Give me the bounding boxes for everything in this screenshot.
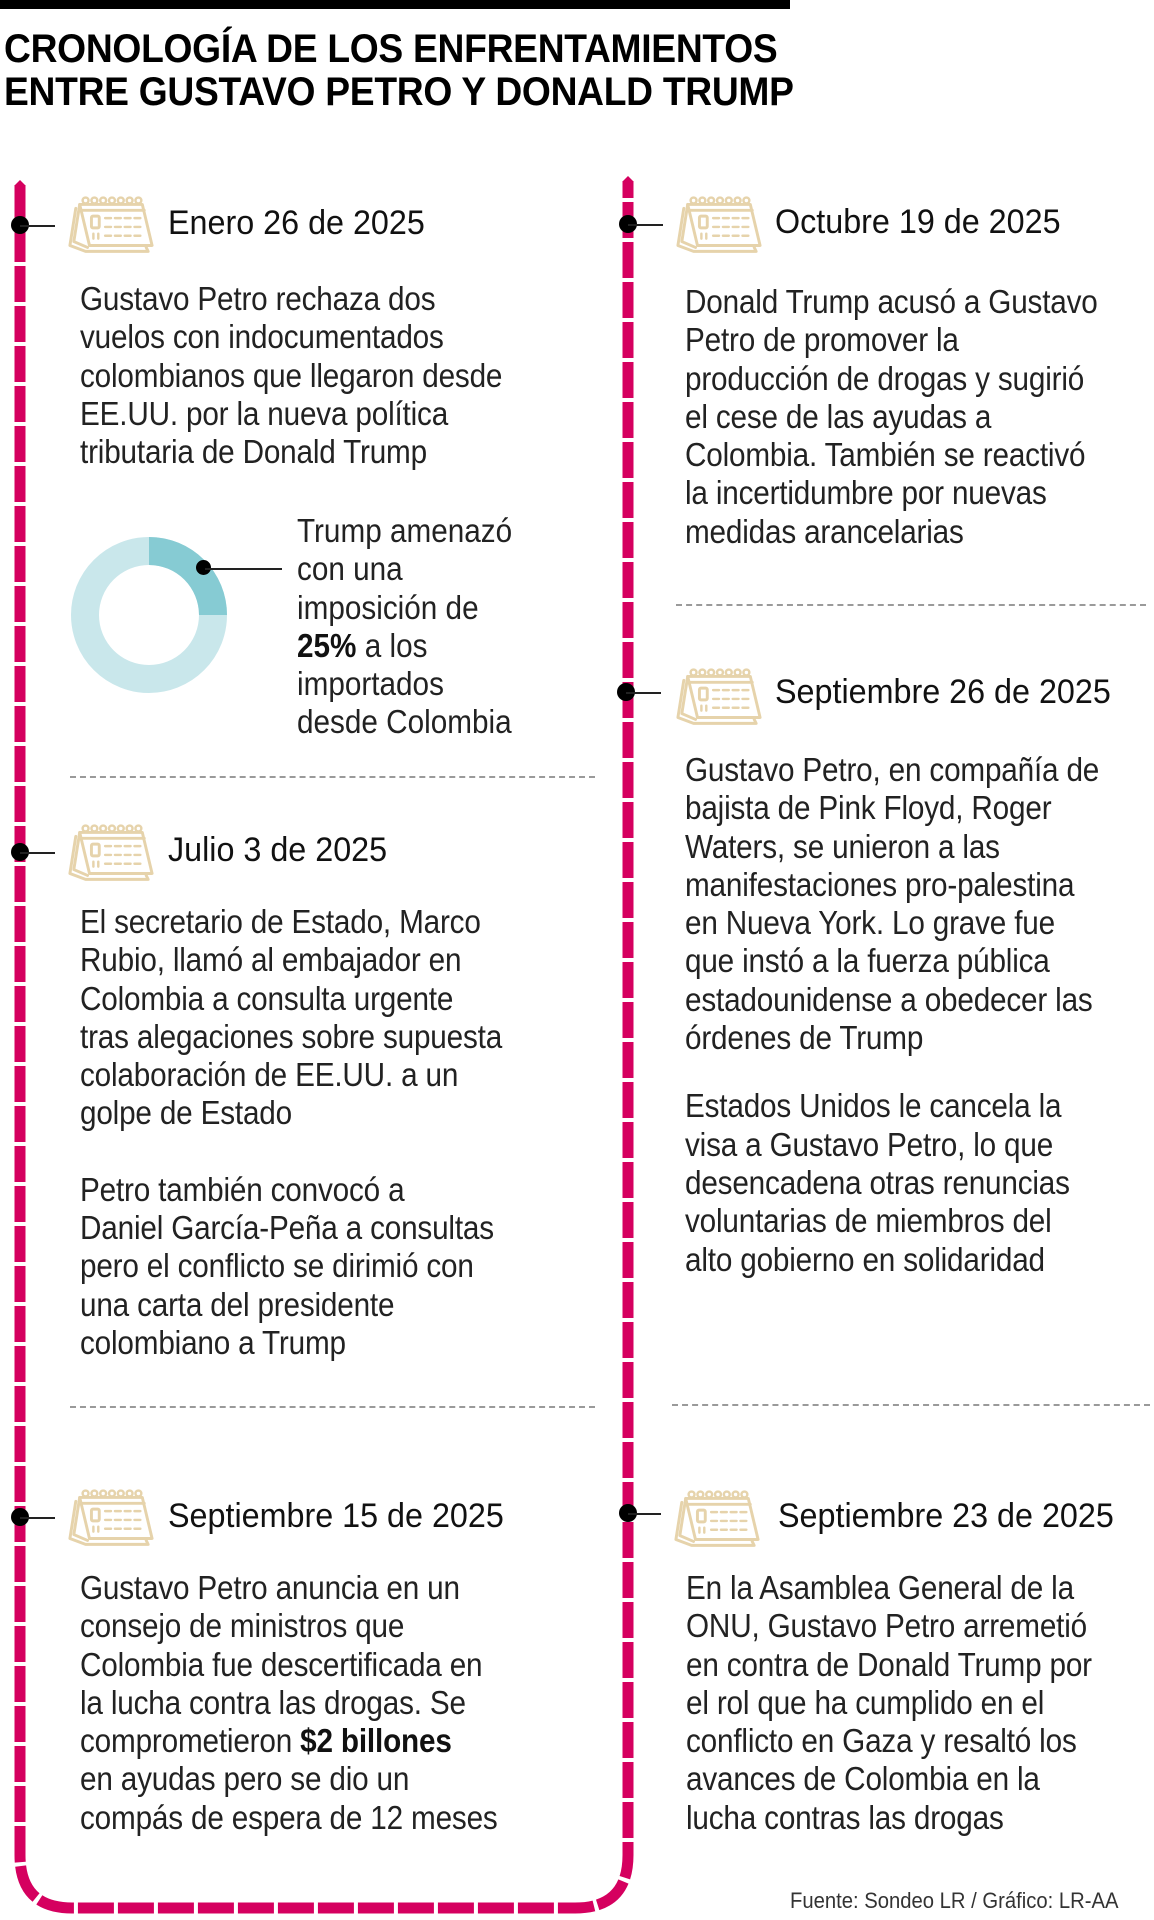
text-fragment: a los	[356, 626, 428, 664]
section-divider	[70, 1406, 595, 1408]
event-date: Enero 26 de 2025	[168, 204, 425, 242]
text-line	[297, 627, 512, 665]
event-description	[80, 1569, 498, 1837]
donut-highlight-slice	[149, 537, 227, 615]
text-line: la lucha contra las drogas. Se	[80, 1683, 466, 1721]
highlight-value: 25%	[297, 626, 357, 664]
text-line: con una	[297, 550, 403, 588]
event-description	[686, 1569, 1092, 1837]
text-line: Daniel García-Peña a consultas	[80, 1209, 494, 1247]
title-line-2: ENTRE GUSTAVO PETRO Y DONALD TRUMP	[4, 70, 794, 114]
text-line: Gustavo Petro anuncia en un	[80, 1569, 460, 1606]
callout-leader	[205, 568, 282, 570]
text-line: Petro de promover la	[685, 321, 959, 359]
text-line: colombianos que llegaron desde	[80, 356, 503, 394]
title-line-1: CRONOLOGÍA DE LOS ENFRENTAMIENTOS	[4, 27, 778, 71]
text-line: voluntarias de miembros del	[685, 1202, 1052, 1240]
timeline-connector	[628, 1513, 661, 1515]
event-description	[80, 903, 502, 1362]
text-line: órdenes de Trump	[685, 1019, 924, 1057]
text-line: Gustavo Petro, en compañía de	[685, 751, 1100, 788]
text-line: El secretario de Estado, Marco	[80, 903, 481, 940]
event-date: Octubre 19 de 2025	[775, 203, 1061, 241]
text-line: Waters, se unieron a las	[685, 827, 1000, 865]
text-line: en contra de Donald Trump por	[686, 1645, 1092, 1683]
calendar-icon	[66, 1483, 156, 1549]
text-line: tributaria de Donald Trump	[80, 433, 427, 471]
event-date: Septiembre 15 de 2025	[168, 1497, 504, 1535]
text-line: desencadena otras renuncias	[685, 1163, 1070, 1201]
paragraph-gap	[685, 1057, 1099, 1087]
text-line: imposición de	[297, 588, 479, 626]
text-line: colaboración de EE.UU. a un	[80, 1056, 459, 1094]
text-line: lucha contras las drogas	[686, 1798, 1004, 1836]
text-line: Colombia fue descertificada en	[80, 1645, 483, 1683]
text-line: En la Asamblea General de la	[686, 1569, 1074, 1606]
event-date: Septiembre 26 de 2025	[775, 673, 1111, 711]
calendar-icon	[66, 818, 156, 884]
calendar-icon	[66, 190, 156, 256]
text-line: el cese de las ayudas a	[685, 397, 992, 435]
text-line: pero el conflicto se dirimió con	[80, 1247, 474, 1285]
calendar-icon	[674, 190, 764, 256]
paragraph-gap	[80, 1133, 502, 1171]
section-divider	[672, 1404, 1150, 1406]
text-line: en Nueva York. Lo grave fue	[685, 904, 1055, 942]
text-line: EE.UU. por la nueva política	[80, 394, 449, 432]
text-line: Rubio, llamó al embajador en	[80, 941, 462, 979]
text-line: el rol que ha cumplido en el	[686, 1683, 1045, 1721]
event-description	[685, 751, 1099, 1279]
text-line: tras alegaciones sobre supuesta	[80, 1017, 503, 1055]
text-line: visa a Gustavo Petro, lo que	[685, 1125, 1054, 1163]
source-credit: Fuente: Sondeo LR / Gráfico: LR-AA	[790, 1888, 1119, 1913]
timeline-connector	[628, 224, 663, 226]
section-divider	[70, 776, 595, 778]
calendar-icon	[672, 1484, 762, 1550]
text-line: que instó a la fuerza pública	[685, 942, 1050, 980]
text-line: importados	[297, 665, 444, 703]
timeline-connector	[20, 852, 55, 854]
text-line	[80, 1722, 498, 1760]
text-line: Colombia. También se reactivó	[685, 436, 1086, 474]
text-line: estadounidense a obedecer las	[685, 980, 1093, 1018]
text-line: desde Colombia	[297, 703, 512, 741]
calendar-icon	[674, 662, 764, 728]
text-line: Petro también convocó a	[80, 1170, 405, 1208]
text-line: manifestaciones pro-palestina	[685, 865, 1075, 903]
event-description	[80, 280, 502, 471]
event-date: Septiembre 23 de 2025	[778, 1497, 1114, 1535]
donut-chart	[59, 525, 239, 705]
text-line: alto gobierno en solidaridad	[685, 1240, 1045, 1278]
text-line: compás de espera de 12 meses	[80, 1798, 498, 1836]
text-line: la incertidumbre por nuevas	[685, 474, 1047, 512]
text-fragment: comprometieron	[80, 1722, 301, 1760]
text-line: Donald Trump acusó a Gustavo	[685, 283, 1098, 320]
text-line: golpe de Estado	[80, 1094, 292, 1132]
text-line: en ayudas pero se dio un	[80, 1760, 410, 1798]
timeline-connector	[20, 1517, 55, 1519]
text-line: conflicto en Gaza y resaltó los	[686, 1722, 1077, 1760]
text-line: vuelos con indocumentados	[80, 318, 444, 356]
text-line: Gustavo Petro rechaza dos	[80, 280, 436, 317]
text-line: consejo de ministros que	[80, 1607, 405, 1645]
text-line: ONU, Gustavo Petro arremetió	[686, 1607, 1088, 1645]
text-line: medidas arancelarias	[685, 512, 964, 550]
timeline-connector	[20, 225, 55, 227]
event-description	[685, 283, 1098, 551]
text-line: avances de Colombia en la	[686, 1760, 1040, 1798]
text-line: bajista de Pink Floyd, Roger	[685, 789, 1052, 827]
text-line: Trump amenazó	[297, 512, 513, 549]
text-line: una carta del presidente	[80, 1285, 395, 1323]
text-line: Estados Unidos le cancela la	[685, 1087, 1062, 1125]
text-line: colombiano a Trump	[80, 1323, 346, 1361]
text-line: Colombia a consulta urgente	[80, 979, 454, 1017]
event-date: Julio 3 de 2025	[168, 831, 388, 869]
highlight-value: $2 billones	[300, 1722, 452, 1760]
section-divider	[676, 604, 1146, 606]
text-line: producción de drogas y sugirió	[685, 359, 1085, 397]
donut-callout	[297, 512, 512, 742]
timeline-connector	[626, 692, 661, 694]
